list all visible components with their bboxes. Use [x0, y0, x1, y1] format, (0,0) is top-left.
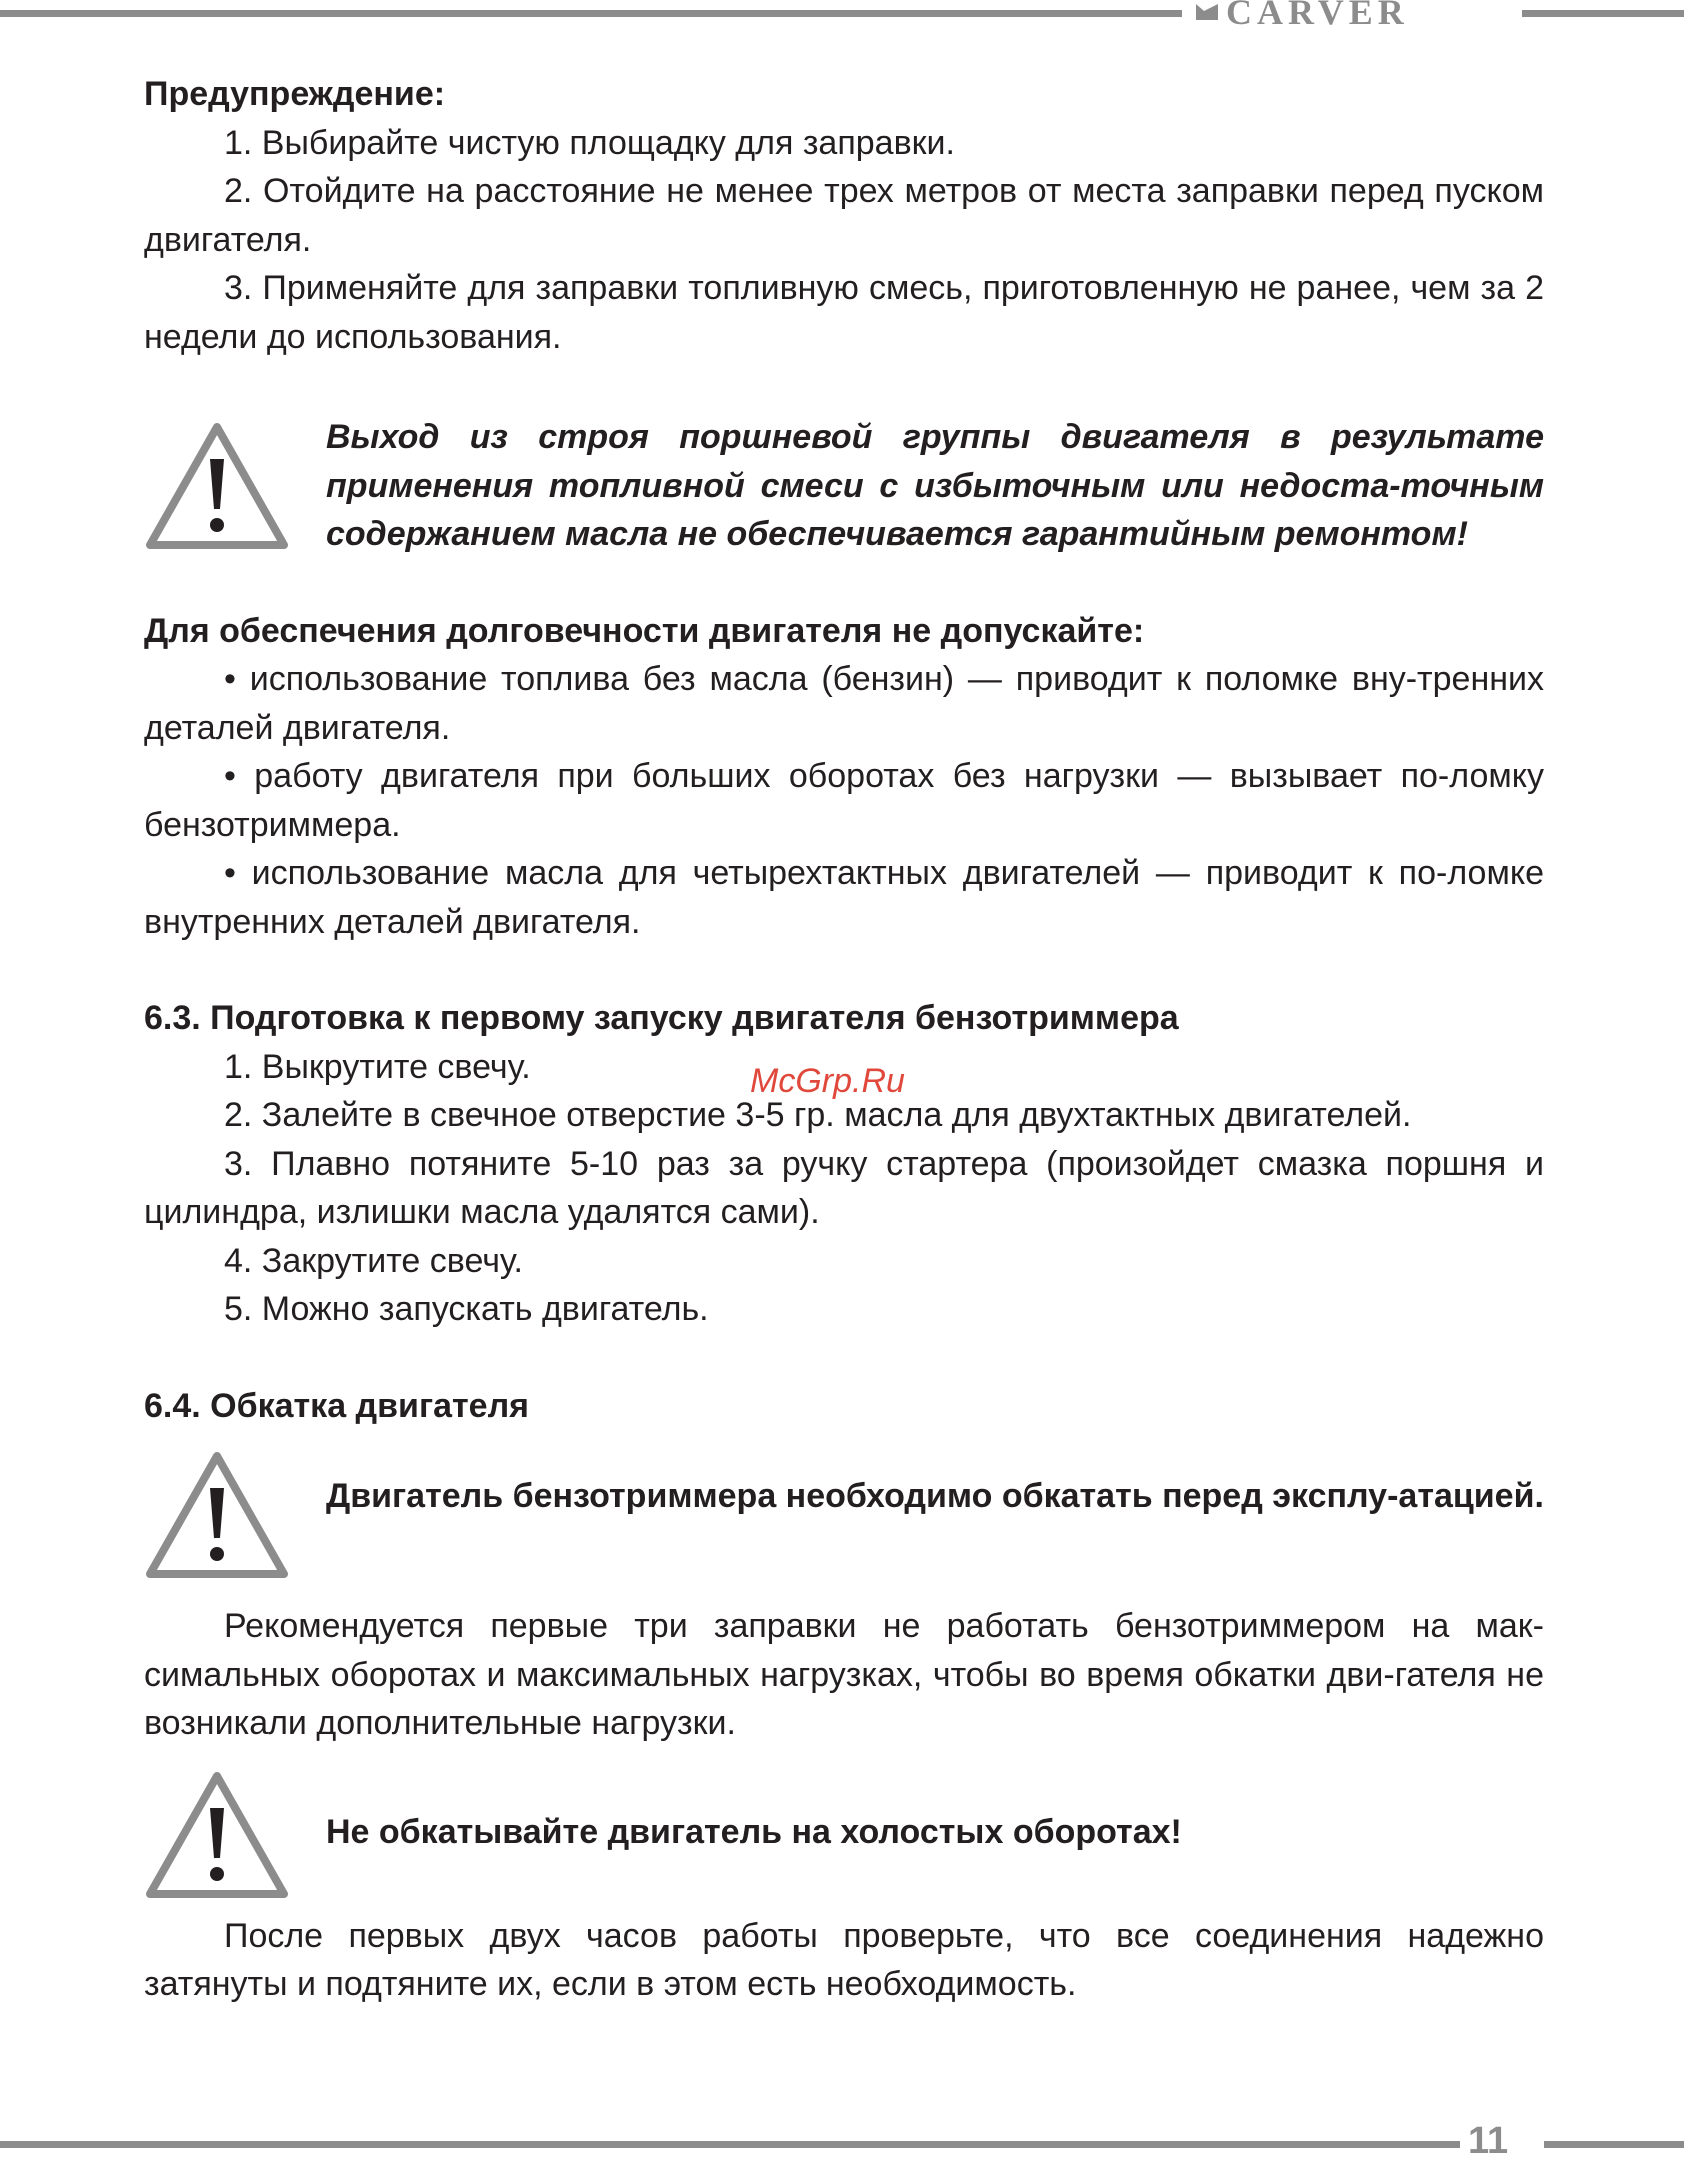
footer-rule-left [0, 2141, 1460, 2148]
warning-item-1: 1. Выбирайте чистую площадку для заправки. [224, 123, 955, 162]
longevity-item-3: • использование масла для четырехтактных двигателей — приводит к по-ломке внутренних деталей двигателя. [144, 854, 1544, 941]
warning-item-2: 2. Отойдите на расстояние не менее трех метров от места заправки перед пуском двигателя. [144, 172, 1544, 259]
step-5: 5. Можно запускать двигатель. [224, 1290, 709, 1328]
brand-name: CARVER [1226, 0, 1409, 32]
brand-logo [1196, 0, 1409, 30]
section-6-4-title: 6.4. Обкатка двигателя [144, 1386, 530, 1425]
caution-block-3 [144, 1770, 1544, 1900]
watermark: McGrp.Ru [750, 1062, 905, 1100]
header-rule-right [1522, 10, 1684, 17]
break-in-paragraph: Рекомендуется первые три заправки не работать бензотриммером на мак-симальных оборотах и максимальных нагрузках, чтобы во время обкатки дви-гателя не возникали дополнительные нагрузки. [144, 1607, 1544, 1742]
caution-text-2: Двигатель бензотриммера необходимо обкатать перед эксплу-атацией. [326, 1477, 1544, 1515]
footer-rule-right [1544, 2141, 1684, 2148]
caution-block-1 [144, 413, 1544, 559]
warning-triangle-icon [144, 1770, 290, 1900]
caution-text-3: Не обкатывайте двигатель на холостых оборотах! [326, 1812, 1182, 1851]
warning-triangle-icon [144, 1450, 290, 1580]
brand-mark-icon [1196, 2, 1218, 22]
warning-title: Предупреждение: [144, 75, 446, 113]
step-4: 4. Закрутите свечу. [224, 1241, 523, 1280]
caution-text-1: Выход из строя поршневой группы двигателя в результате применения топливной смеси с избыточным или недоста-точным содержанием масла не обеспечивается гарантийным ремонтом! [326, 418, 1544, 553]
section-6-3-title: 6.3. Подготовка к первому запуску двигателя бензотриммера [144, 999, 1179, 1037]
caution-block-2 [144, 1450, 1544, 1580]
after-break-in-paragraph: После первых двух часов работы проверьте, что все соединения надежно затянуты и подтяните их, если в этом есть необходимость. [144, 1916, 1544, 2003]
step-1: 1. Выкрутите свечу. [224, 1047, 531, 1086]
warning-triangle-icon [144, 421, 290, 551]
longevity-item-1: • использование топлива без масла (бензин) — приводит к поломке вну-тренних деталей двигателя. [144, 660, 1544, 747]
page-content [144, 70, 1544, 2009]
longevity-item-2: • работу двигателя при больших оборотах без нагрузки — вызывает по-ломку бензотриммера. [144, 757, 1544, 844]
step-2: 2. Залейте в свечное отверстие 3-5 гр. масла для двухтактных двигателей. [224, 1096, 1412, 1134]
page-number: 11 [1468, 2120, 1509, 2162]
warning-item-3: 3. Применяйте для заправки топливную смесь, приготовленную не ранее, чем за 2 недели до использования. [144, 269, 1544, 356]
longevity-title: Для обеспечения долговечности двигателя не допускайте: [144, 611, 1145, 650]
step-3: 3. Плавно потяните 5-10 раз за ручку стартера (произойдет смазка поршня и цилиндра, излишки масла удалятся сами). [144, 1144, 1544, 1231]
header-rule-left [0, 10, 1182, 17]
